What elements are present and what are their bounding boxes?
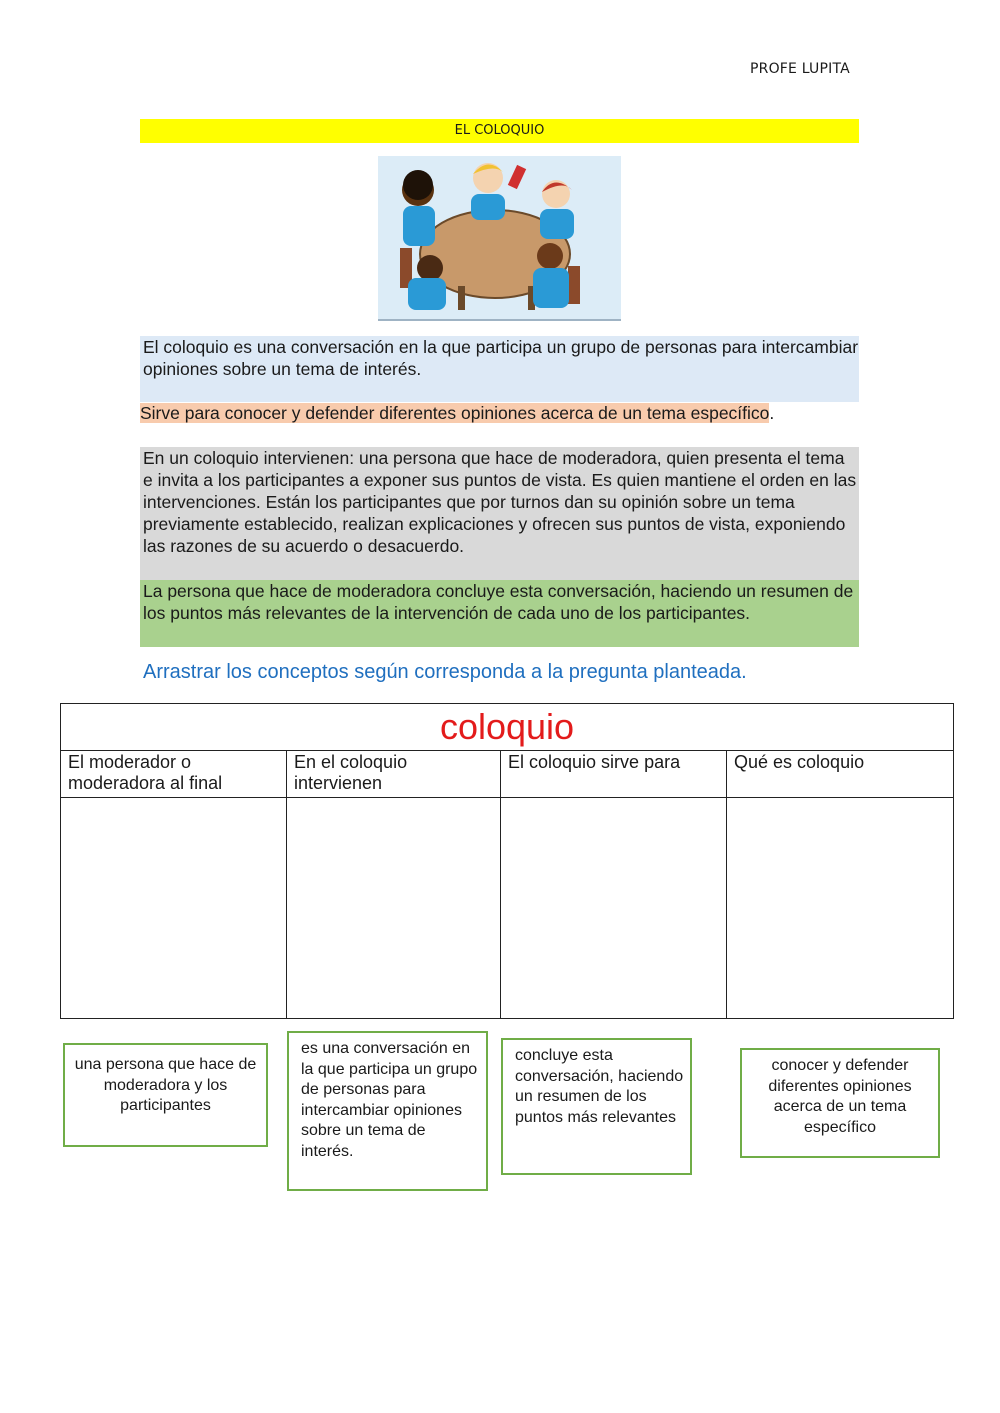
drop-zone-moderator[interactable] <box>61 798 287 1019</box>
children-around-table-illustration <box>378 156 621 321</box>
column-header-participants: En el coloquio intervienen <box>287 751 501 798</box>
paragraph-moderator-conclusion: La persona que hace de moderadora concluye esta conversación, haciendo un resumen de los puntos más relevantes de la intervención de cada uno de los participantes. <box>140 580 859 647</box>
chair-right <box>568 266 580 304</box>
paragraph-definition: El coloquio es una conversación en la que participa un grupo de personas para intercambiar opiniones sobre un tema de interés. <box>140 336 859 402</box>
draggable-card-purpose[interactable]: conocer y defender diferentes opiniones acerca de un tema específico <box>740 1048 940 1158</box>
instruction-text: Arrastrar los conceptos según corresponda a la pregunta planteada. <box>143 661 747 683</box>
author-label: PROFE LUPITA <box>750 61 850 77</box>
drop-zone-participants[interactable] <box>287 798 501 1019</box>
draggable-card-conclusion[interactable]: concluye esta conversación, haciendo un resumen de los puntos más relevantes <box>501 1038 692 1175</box>
paragraph-participants: En un coloquio intervienen: una persona que hace de moderadora, quien presenta el tema e invita a los participantes a exponer sus puntos de vista. Es quien mantiene el orden en las intervenciones. Están los participantes que por turnos dan su opinión sobre un tema previamente establecido, realizan explicaciones y ofrecen sus puntos de vista, exponiendo las razones de su acuerdo o desacuerdo. <box>140 447 859 581</box>
purpose-end: . <box>769 403 775 423</box>
paragraph-purpose <box>140 402 859 424</box>
page-title: EL COLOQUIO <box>140 119 859 143</box>
drop-zone-definition[interactable] <box>727 798 954 1019</box>
column-header-definition: Qué es coloquio <box>727 751 954 798</box>
column-header-purpose: El coloquio sirve para <box>501 751 727 798</box>
drop-zone-purpose[interactable] <box>501 798 727 1019</box>
draggable-card-definition[interactable]: es una conversación en la que participa un grupo de personas para intercambiar opiniones sobre un tema de interés. <box>287 1031 488 1191</box>
drag-drop-table <box>60 703 954 1019</box>
purpose-highlight: Sirve para conocer y defender diferentes opiniones acerca de un tema específico <box>140 403 770 423</box>
column-header-moderator: El moderador o moderadora al final <box>61 751 287 798</box>
table-title: coloquio <box>61 704 954 751</box>
draggable-card-participants[interactable]: una persona que hace de moderadora y los participantes <box>63 1043 268 1147</box>
